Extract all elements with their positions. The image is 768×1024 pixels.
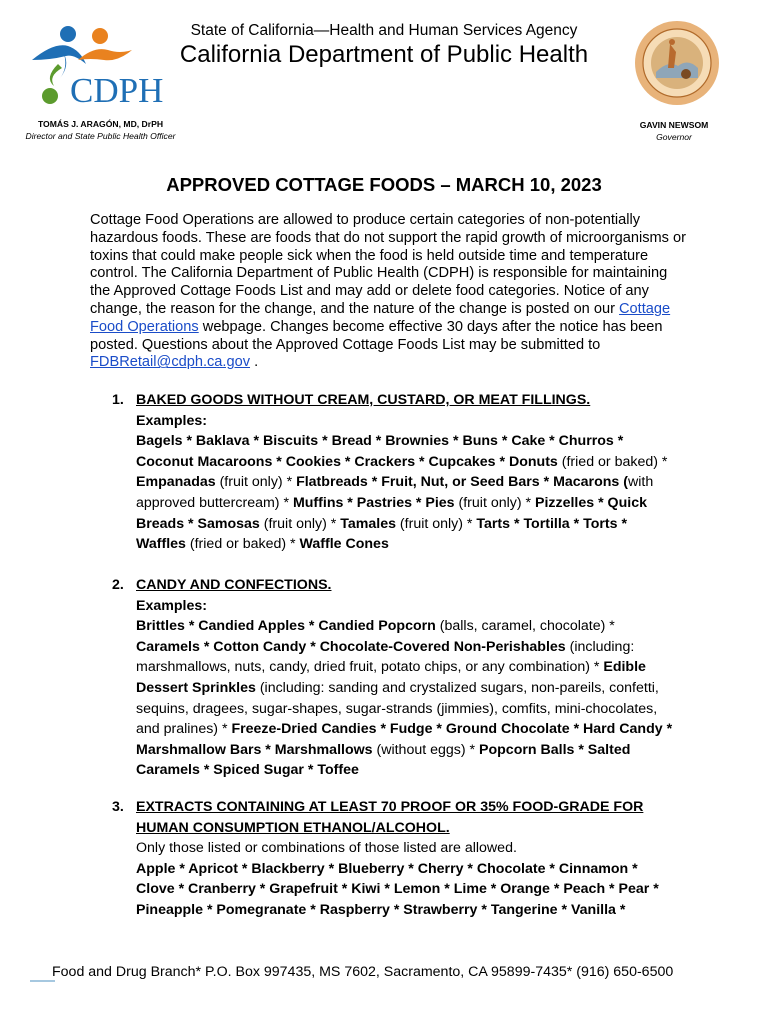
section-baked-goods — [112, 390, 678, 560]
section-subheading: Examples: — [136, 412, 207, 429]
intro-text-3: . — [254, 354, 259, 371]
section-number: 1. — [112, 392, 124, 408]
logo-blue-body — [60, 54, 66, 78]
intro-text-1: Cottage Food Operations are allowed to produce certain categories of non-potentially hazardous foods. These are foods that do not support the rapid growth of microorganisms or toxins that could make people sick when the food is held outside time and temperature control. The California Department of Public Health (CDPH) is responsible for maintaining the Approved Cottage Foods List and may add or delete food categories. Notice of any change, the reason for the change, and the nature of the change is posted on our — [90, 212, 686, 317]
intro-text-2: webpage. Changes become effective 30 days after the notice has been posted. Questions about the Approved Cottage Foods List may be submitted to — [90, 318, 663, 353]
department-name: California Department of Public Health — [179, 41, 589, 68]
section-heading: CANDY AND CONFECTIONS. — [136, 577, 332, 593]
governor-title: Governor — [656, 132, 692, 142]
director-title: Director and State Public Health Officer — [25, 131, 176, 141]
section-subheading: Only those listed or combinations of those listed are allowed. — [136, 840, 517, 857]
logo-green-body — [50, 64, 62, 86]
section-heading: BAKED GOODS WITHOUT CREAM, CUSTARD, OR MEAT FILLINGS. — [136, 392, 591, 408]
section-items — [136, 431, 680, 555]
logo-blue-arms — [32, 45, 86, 64]
item-regular: (fruit only) * — [215, 474, 297, 491]
section-body — [136, 797, 680, 921]
intro-paragraph — [90, 212, 690, 372]
footer-rule — [30, 980, 55, 982]
item-bold: Tarts * Tortilla * Torts * Waffles — [136, 515, 627, 553]
cdph-logo — [28, 20, 168, 118]
item-bold: Muffins * Pastries * Pies — [292, 494, 455, 511]
section-heading: EXTRACTS CONTAINING AT LEAST 70 PROOF OR 35% FOOD-GRADE FOR HUMAN CONSUMPTION ETHANOL/ALCOHOL. — [136, 799, 644, 836]
agency-name: State of California—Health and Human Services Agency — [190, 22, 578, 39]
item-regular: (fried or baked) * — [185, 536, 300, 553]
footer-address: Food and Drug Branch* P.O. Box 997435, MS 7602, Sacramento, CA 95899-7435* (916) 650-6500 — [52, 964, 674, 980]
section-subheading: Examples: — [136, 597, 207, 614]
item-regular: (fruit only) * — [395, 515, 477, 532]
item-regular: (balls, caramel, chocolate) * — [435, 618, 615, 635]
item-bold: Apple * Apricot * Blackberry * Blueberry * Cherry * Chocolate * Cinnamon * Clove * Cranberry * Grapefruit * Kiwi * Lemon * Lime * Orange * Peach * Pear * Pineapple * Pomegranate * Raspberry * Strawberry * Tangerine * Vanilla * — [136, 860, 659, 918]
document-title: APPROVED COTTAGE FOODS – MARCH 10, 2023 — [166, 174, 602, 195]
section-number: 3. — [112, 799, 124, 815]
section-body — [136, 575, 680, 781]
item-bold: Pizzelles * Quick Breads * Samosas — [136, 494, 647, 532]
item-bold: Caramels * Cotton Candy * Chocolate-Covered Non-Perishables — [136, 638, 566, 655]
director-name: TOMÁS J. ARAGÓN, MD, DrPH — [37, 119, 164, 129]
item-regular: (fruit only) * — [454, 494, 535, 511]
section-extracts — [112, 797, 678, 947]
item-bold: Flatbreads * Fruit, Nut, or Seed Bars * Macarons ( — [296, 474, 628, 491]
director-block — [18, 118, 183, 142]
section-items — [136, 859, 680, 921]
logo-orange-arms — [78, 49, 132, 60]
section-number: 2. — [112, 577, 124, 593]
item-bold: Edible Dessert Sprinkles — [136, 659, 646, 696]
section-items — [136, 616, 680, 781]
governor-block — [620, 119, 728, 143]
item-bold: Freeze-Dried Candies * Fudge * Ground Chocolate * Hard Candy * Marshmallow Bars * Marshmallows — [136, 721, 673, 758]
logo-green-head — [42, 88, 58, 104]
item-bold: Tamales — [340, 515, 396, 532]
seal-center — [651, 37, 703, 89]
seal-bear — [681, 69, 691, 79]
item-regular: (fruit only) * — [259, 515, 341, 532]
cottage-food-operations-link[interactable]: Cottage Food Operations — [90, 300, 671, 335]
logo-blue-head — [60, 26, 76, 42]
item-regular: (without eggs) * — [372, 741, 480, 758]
item-regular: (including: sanding and crystalized sugars, non-pareils, confetti, sequins, dragees, sugar-shapes, sugar-strands (jimmies), comfits, mini-chocolates, and pralines) * — [136, 679, 659, 738]
state-seal — [634, 20, 720, 106]
seal-figure-head — [669, 39, 675, 45]
logo-orange-head — [92, 28, 108, 44]
item-bold: Popcorn Balls * Salted Caramels * Spiced Sugar * Toffee — [136, 741, 631, 779]
item-regular: (fried or baked) * — [557, 453, 668, 470]
fdb-retail-email-link[interactable]: FDBRetail@cdph.ca.gov — [90, 354, 251, 371]
item-regular: (including: marshmallows, nuts, candy, dried fruit, potato chips, or any combination) * — [136, 638, 635, 676]
logo-text: CDPH — [70, 71, 164, 110]
item-bold: Empanadas — [136, 474, 216, 491]
governor-name: GAVIN NEWSOM — [639, 120, 709, 130]
section-candy-confections — [112, 575, 678, 785]
item-bold: Waffle Cones — [299, 536, 389, 553]
section-body — [136, 390, 680, 555]
item-bold: Bagels * Baklava * Biscuits * Bread * Brownies * Buns * Cake * Churros * Coconut Macaroons * Cookies * Crackers * Cupcakes * Donuts — [136, 433, 624, 470]
item-bold: Brittles * Candied Apples * Candied Popcorn — [136, 618, 436, 635]
item-regular: with approved buttercream) * — [136, 474, 654, 511]
